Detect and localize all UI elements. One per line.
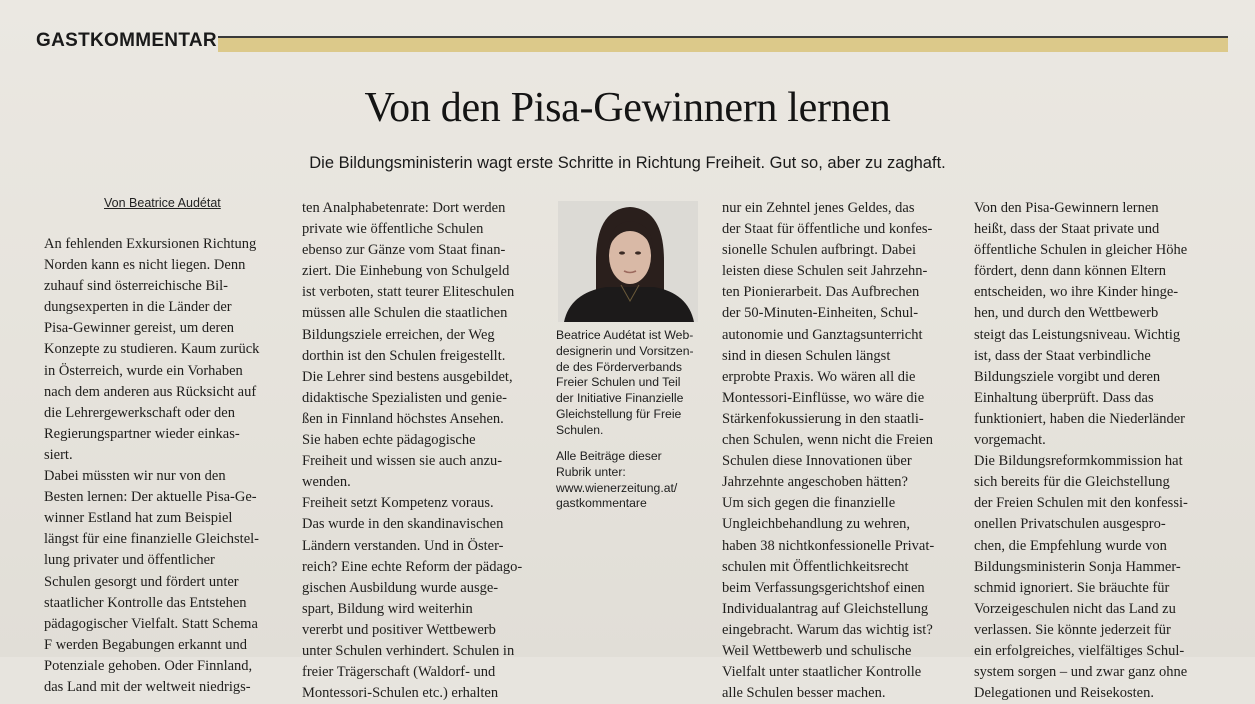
text-line: staatlicher Kontrolle das Entstehen [44, 594, 247, 611]
text-line: Schulen gesorgt und fördert unter [44, 573, 239, 590]
caption-line: Schulen. [556, 422, 604, 437]
text-line: private wie öffentliche Schulen [302, 221, 484, 238]
section-label: GASTKOMMENTAR [36, 30, 217, 51]
text-line: Ungleichbehandlung zu wehren, [722, 516, 911, 533]
text-line: Um sich gegen die finanzielle [722, 495, 896, 512]
text-line: Delegationen und Reisekosten. [974, 685, 1154, 702]
text-line: Weil Wettbewerb und schulische [722, 642, 912, 659]
text-line: die Lehrergewerkschaft oder den [44, 404, 235, 421]
text-line: steigt das Leistungsniveau. Wichtig [974, 326, 1181, 343]
caption-line: de des Förderverbands [556, 359, 683, 374]
text-line: Pisa-Gewinner gereist, um deren [44, 320, 235, 337]
text-line: freier Trägerschaft (Waldorf- und [302, 664, 496, 681]
text-line: Sie haben echte pädagogische [302, 432, 476, 449]
text-line: vorgemacht. [974, 432, 1046, 449]
text-line: Dabei müssten wir nur von den [44, 468, 226, 485]
text-line: alle Schulen besser machen. [722, 685, 886, 702]
text-line: ten Pionierarbeit. Das Aufbrechen [722, 284, 920, 301]
text-line: chen, die Empfehlung wurde von [974, 537, 1167, 554]
caption-line: Gleichstellung für Freie [556, 406, 682, 421]
caption-line: Beatrice Audétat ist Web- [556, 328, 694, 342]
text-line: Bildungsministerin Sonja Hammer- [974, 558, 1181, 575]
text-line: sich bereits für die Gleichstellung [974, 474, 1170, 491]
text-line: spart, Bildung wird weiterhin [302, 600, 473, 617]
text-line: sionelle Schulen aufbringt. Dabei [722, 242, 917, 259]
text-line: Montessori-Schulen etc.) erhalten [302, 685, 499, 702]
text-line: autonomie und Ganztagsunterricht [722, 326, 923, 343]
text-column-3 [722, 198, 934, 704]
text-line: Regierungspartner wieder einkas- [44, 425, 240, 442]
text-line: schulen mit Öffentlichkeitsrecht [722, 558, 909, 575]
text-line: müssen alle Schulen die staatlichen [302, 305, 508, 322]
text-line: Die Lehrer sind bestens ausgebildet, [302, 368, 513, 385]
section-rule [218, 36, 1228, 38]
text-line: Bildungsziele vorgibt und deren [974, 368, 1161, 385]
text-line: ebenso zur Gänze vom Staat finan- [302, 242, 506, 259]
photo-caption [556, 328, 716, 439]
text-line: didaktische Spezialisten und genie- [302, 389, 507, 406]
caption-line: designerin und Vorsitzen- [556, 343, 694, 358]
text-line: hen, und durch den Wettbewerb [974, 305, 1159, 322]
text-line: Die Bildungsreformkommission hat [974, 453, 1183, 470]
text-line: in Österreich, wurde ein Vorhaben [44, 362, 243, 379]
text-line: heißt, dass der Staat private und [974, 221, 1160, 238]
text-line: siert. [44, 446, 73, 463]
text-line: Ländern verstanden. Und in Öster- [302, 537, 504, 554]
text-column-1 [44, 234, 259, 698]
text-line: ist verboten, statt teurer Eliteschulen [302, 284, 515, 301]
text-line: der Freien Schulen mit den konfessi- [974, 495, 1188, 512]
text-line: reich? Eine echte Reform der pädago- [302, 558, 523, 575]
text-line: Montessori-Einflüsse, wo wäre die [722, 389, 925, 406]
text-line: pädagogischer Vielfalt. Statt Schema [44, 615, 258, 632]
caption-line: Freier Schulen und Teil [556, 375, 681, 390]
rubric-note [556, 449, 716, 512]
text-line: zuhauf sind österreichische Bil- [44, 278, 229, 295]
text-line: schmid ignoriert. Sie bräuchte für [974, 579, 1170, 596]
text-line: Freiheit setzt Kompetenz voraus. [302, 495, 494, 512]
text-line: der Staat für öffentliche und konfes- [722, 221, 933, 238]
author-photo [558, 201, 698, 322]
text-line: winner Estland hat zum Beispiel [44, 510, 233, 527]
text-line: system sorgen – und zwar ganz ohne [974, 664, 1188, 681]
text-line: Von den Pisa-Gewinnern lernen [974, 200, 1159, 216]
text-line: Vielfalt unter staatlicher Kontrolle [722, 664, 922, 681]
text-line: nur ein Zehntel jenes Geldes, das [722, 200, 915, 216]
text-line: ten Analphabetenrate: Dort werden [302, 200, 506, 216]
text-line: ein erfolgreiches, vielfältiges Schul- [974, 642, 1185, 659]
text-line: gischen Ausbildung wurde ausge- [302, 579, 499, 596]
text-column-2 [302, 198, 522, 704]
text-line: Stärkenfokussierung in den staatli- [722, 410, 924, 427]
rubric-line: gastkommentare [556, 496, 647, 511]
text-line: Bildungsziele erreichen, der Weg [302, 326, 495, 343]
text-line: Schulen diese Innovationen über [722, 453, 912, 470]
text-line: Norden kann es nicht liegen. Denn [44, 257, 246, 274]
text-line: entscheiden, wo ihre Kinder hinge- [974, 284, 1179, 301]
text-line: Konzepte zu studieren. Kaum zurück [44, 341, 260, 358]
text-line: chen Schulen, wenn nicht die Freien [722, 432, 933, 449]
text-line: Einhaltung überprüft. Dass das [974, 389, 1154, 406]
text-line: funktioniert, haben die Niederländer [974, 410, 1185, 427]
text-line: onellen Privatschulen ausgespro- [974, 516, 1166, 533]
text-line: eingebracht. Warum das wichtig ist? [722, 621, 933, 638]
text-line: längst für eine finanzielle Gleichstel- [44, 531, 259, 548]
rubric-line: Rubrik unter: [556, 464, 626, 479]
text-line: beim Verfassungsgerichtshof einen [722, 579, 925, 596]
text-line: Vorzeigeschulen nicht das Land zu [974, 600, 1176, 617]
caption-line: der Initiative Finanzielle [556, 391, 684, 406]
text-line: haben 38 nichtkonfessionelle Privat- [722, 537, 935, 554]
text-line: erprobte Praxis. Wo wären all die [722, 368, 916, 385]
text-line: verlassen. Sie könnte jederzeit für [974, 621, 1171, 638]
text-line: sind in diesen Schulen längst [722, 347, 891, 364]
text-line: Besten lernen: Der aktuelle Pisa-Ge- [44, 489, 257, 506]
text-line: lung privater und öffentlicher [44, 552, 215, 569]
text-line: Potenziale gehoben. Oder Finnland, [44, 657, 253, 674]
author-byline: Von Beatrice Audétat [104, 196, 221, 210]
text-line: dorthin ist den Schulen freigestellt. [302, 347, 506, 364]
text-line: ziert. Die Einhebung von Schulgeld [302, 263, 510, 280]
text-line: dungsexperten in die Länder der [44, 299, 232, 316]
text-line: der 50-Minuten-Einheiten, Schul- [722, 305, 919, 322]
article-subhead: Die Bildungsministerin wagt erste Schritte in Richtung Freiheit. Gut so, aber zu zaghaft. [309, 154, 946, 172]
text-line: F werden Begabungen erkannt und [44, 636, 247, 653]
text-line: das Land mit der weltweit niedrigs- [44, 678, 251, 695]
section-bar [218, 36, 1228, 52]
text-line: Das wurde in den skandinavischen [302, 516, 504, 533]
author-portrait-image [558, 201, 698, 322]
text-line: Jahrzehnte angeschoben hätten? [722, 474, 908, 491]
text-line: nach dem anderen aus Rücksicht auf [44, 383, 257, 400]
text-line: wenden. [302, 474, 351, 491]
text-line: An fehlenden Exkursionen Richtung [44, 236, 257, 252]
text-column-4 [974, 198, 1188, 704]
text-line: öffentliche Schulen in gleicher Höhe [974, 242, 1188, 259]
text-line: ßen in Finnland höchstes Ansehen. [302, 410, 504, 427]
text-line: ist, dass der Staat verbindliche [974, 347, 1151, 364]
article-headline: Von den Pisa-Gewinnern lernen [364, 85, 891, 131]
text-line: Freiheit und wissen sie auch anzu- [302, 453, 503, 470]
text-line: Individualantrag auf Gleichstellung [722, 600, 929, 617]
text-line: unter Schulen verhindert. Schulen in [302, 642, 515, 659]
text-line: fördert, denn dann können Eltern [974, 263, 1167, 280]
rubric-line: Alle Beiträge dieser [556, 449, 662, 463]
text-line: vererbt und positiver Wettbewerb [302, 621, 496, 638]
rubric-line: www.wienerzeitung.at/ [556, 480, 678, 495]
text-line: leisten diese Schulen seit Jahrzehn- [722, 263, 928, 280]
